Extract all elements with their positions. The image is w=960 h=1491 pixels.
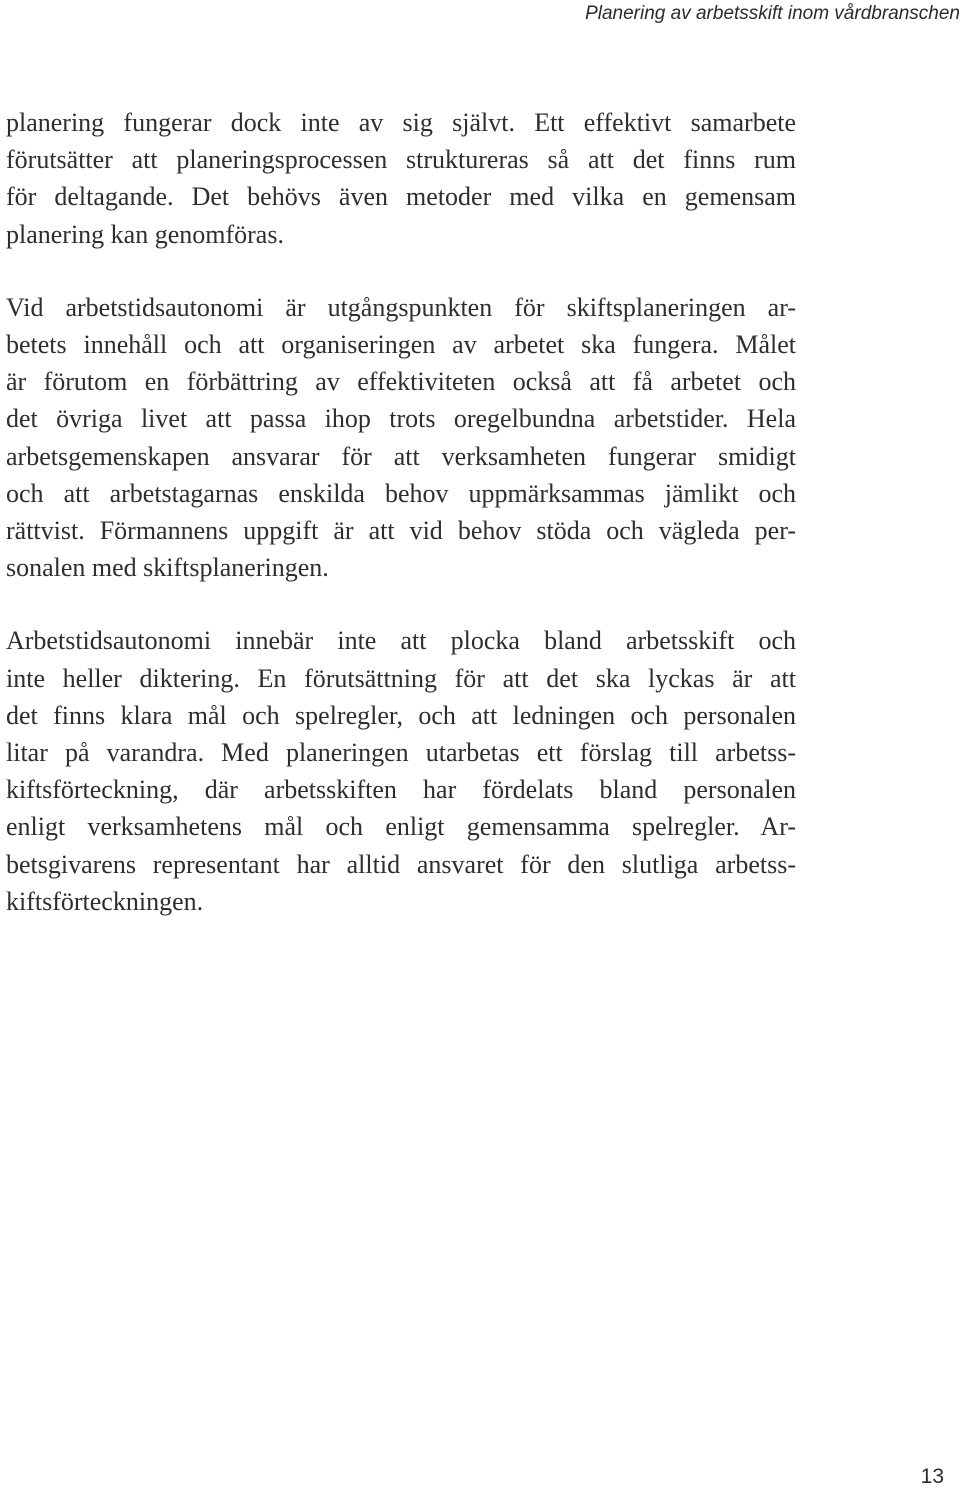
text-line: och att arbetstagarnas enskilda behov uppmärksammas jämlikt och bbox=[6, 478, 796, 508]
running-header: Planering av arbetsskift inom vårdbranschen bbox=[585, 3, 960, 24]
paragraph-2 bbox=[6, 289, 796, 587]
text-line: Arbetstidsautonomi innebär inte att plocka bland arbetsskift och bbox=[6, 626, 796, 656]
text-line: det finns klara mål och spelregler, och att ledningen och personalen bbox=[6, 700, 796, 730]
page-number: 13 bbox=[920, 1465, 944, 1488]
text-line: kiftsförteckning, där arbetsskiften har fördelats bland personalen bbox=[6, 775, 796, 805]
text-line: betets innehåll och att organiseringen av arbetet ska fungera. Målet bbox=[6, 330, 796, 360]
text-line: arbetsgemenskapen ansvarar för att verksamheten fungerar smidigt bbox=[6, 441, 796, 471]
text-line: rättvist. Förmannens uppgift är att vid behov stöda och vägleda per- bbox=[6, 516, 796, 546]
text-line: sonalen med skiftsplaneringen. bbox=[6, 553, 329, 583]
text-line: kiftsförteckningen. bbox=[6, 886, 204, 916]
paragraph-3 bbox=[6, 622, 796, 920]
text-line: förutsätter att planeringsprocessen struktureras så att det finns rum bbox=[6, 145, 796, 175]
text-line: planering kan genomföras. bbox=[6, 219, 284, 249]
text-line: det övriga livet att passa ihop trots oregelbundna arbetstider. Hela bbox=[6, 404, 796, 434]
text-line: enligt verksamhetens mål och enligt gemensamma spelregler. Ar- bbox=[6, 812, 796, 842]
text-line: inte heller diktering. En förutsättning för att det ska lyckas är att bbox=[6, 663, 796, 693]
text-line: för deltagande. Det behövs även metoder med vilka en gemensam bbox=[6, 182, 796, 212]
text-line: litar på varandra. Med planeringen utarbetas ett förslag till arbetss- bbox=[6, 738, 796, 768]
text-line: är förutom en förbättring av effektiviteten också att få arbetet och bbox=[6, 367, 796, 397]
text-line: Vid arbetstidsautonomi är utgångspunkten för skiftsplaneringen ar- bbox=[6, 292, 796, 322]
body-text bbox=[6, 104, 796, 920]
text-line: betsgivarens representant har alltid ansvaret för den slutliga arbetss- bbox=[6, 849, 796, 879]
text-line: planering fungerar dock inte av sig självt. Ett effektivt samarbete bbox=[6, 108, 796, 137]
paragraph-1 bbox=[6, 104, 796, 253]
